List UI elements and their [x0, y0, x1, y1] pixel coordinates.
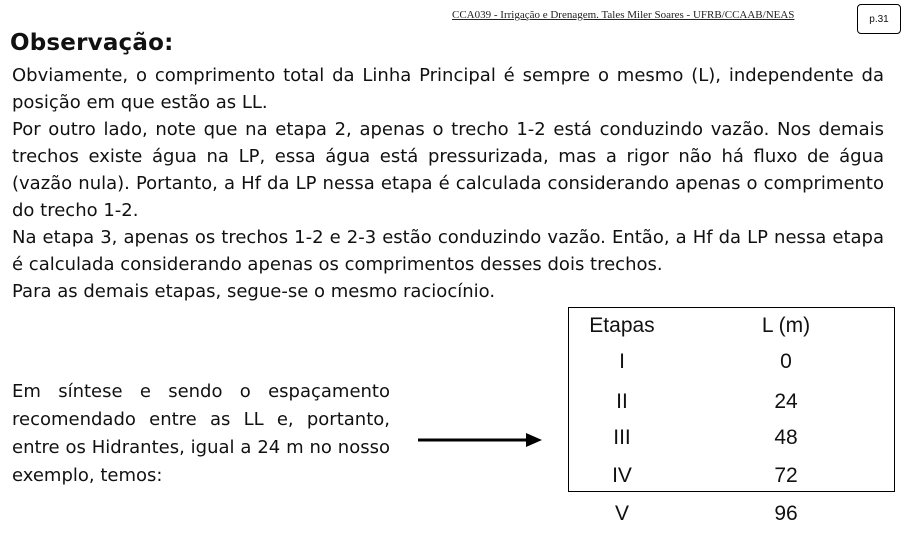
column-etapas [576, 0, 668, 540]
paragraph-3: Na etapa 3, apenas os trechos 1-2 e 2-3 estão conduzindo vazão. Então, a Hf da LP nessa etapa é calculada considerando apenas os comprimentos desses dois trechos. [12, 227, 884, 275]
header-etapas: Etapas [589, 314, 655, 337]
table-cell: IV [612, 464, 632, 487]
page-title: Observação: [10, 30, 174, 56]
page-number: p.31 [857, 4, 901, 34]
paragraph-1: Obviamente, o comprimento total da Linha Principal é sempre o mesmo (L), independente da posição em que estão as LL. [12, 65, 884, 113]
table-cell: 72 [774, 464, 798, 487]
table-cell: II [616, 390, 628, 413]
table-cell: V [614, 502, 629, 525]
paragraph-4: Para as demais etapas, segue-se o mesmo raciocínio. [12, 281, 496, 302]
table-cell: III [613, 426, 631, 449]
header-length: L (m) [761, 314, 811, 337]
table-cell: 48 [774, 426, 798, 449]
table-cell: 0 [780, 350, 792, 373]
summary-text: Em síntese e sendo o espaçamento recomendado entre as LL e, portanto, entre os Hidrantes, igual a 24 m no nosso exemplo, temos: [12, 381, 390, 486]
column-length [740, 0, 832, 540]
table-cell: 96 [774, 502, 798, 525]
table-cell: 24 [774, 390, 798, 413]
arrow-right-icon [416, 430, 544, 450]
table-cell: I [619, 350, 625, 373]
header-reference: CCA039 - Irrigação e Drenagem. Tales Miler Soares - UFRB/CCAAB/NEAS [452, 9, 795, 21]
paragraph-2: Por outro lado, note que na etapa 2, apenas o trecho 1-2 está conduzindo vazão. Nos demais trechos existe água na LP, essa água está pressurizada, mas a rigor não há fluxo de água (vazão nula). Portanto, a Hf da LP nessa etapa é calculada considerando apenas o comprimento do trecho 1-2. [12, 119, 884, 221]
